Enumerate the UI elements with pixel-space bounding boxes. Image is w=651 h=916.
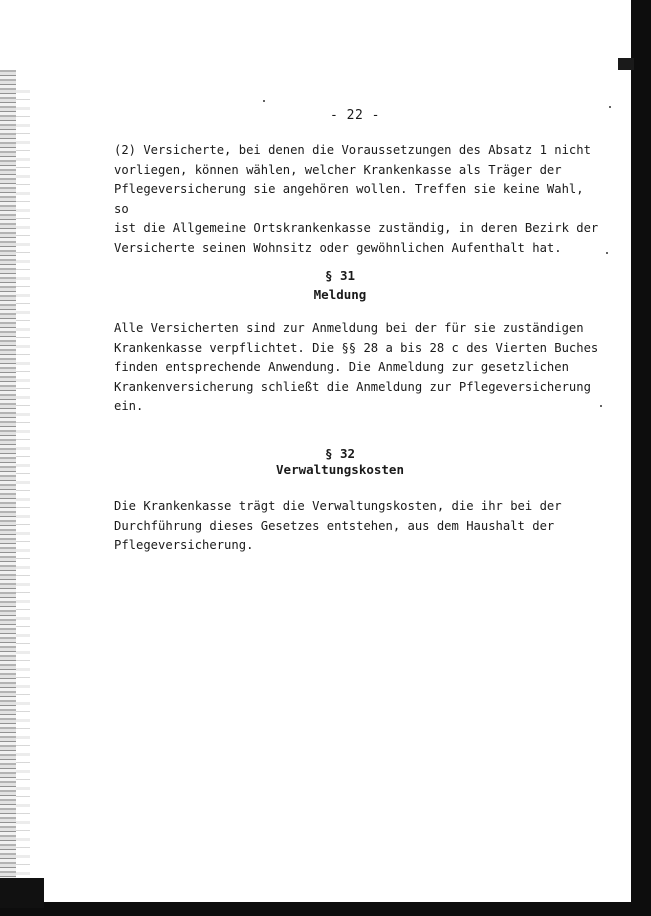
paragraph-intro: (2) Versicherte, bei denen die Voraussetzungen des Absatz 1 nicht vorliegen, können wählen, welcher Krankenkasse als Träger der Pflegeversicherung sie angehören wollen. Treffen sie keine Wahl, so ist die Allgemeine Ortskrankenkasse zuständig, in deren Bezirk der Versicherte seinen Wohnsitz oder gewöhnlichen Aufenthalt hat. [114,143,599,255]
scan-corner-bottom-left [0,878,44,908]
section-32-number: § 32 [324,446,356,461]
section-31-title: Meldung [313,287,367,302]
section-31-text: Alle Versicherten sind zur Anmeldung bei der für sie zuständigen Krankenkasse verpflichtet. Die §§ 28 a bis 28 c des Vierten Buches finden entsprechende Anwendung. Die Anmeldung zur gesetzlichen Krankenversicherung schließt die Anmeldung zur Pflegeversicherung ein. [114,321,599,413]
section-32-title: Verwaltungskosten [276,462,404,477]
scan-edge-left-inner [16,90,30,880]
scan-speck [609,106,611,108]
scan-edge-notch [618,58,634,70]
scan-edge-right [631,0,651,916]
scan-speck [263,100,265,102]
scan-speck [606,252,608,254]
scan-edge-bottom [0,902,651,916]
page-number: - 22 - [330,108,380,123]
section-32-text: Die Krankenkasse trägt die Verwaltungskosten, die ihr bei der Durchführung dieses Gesetzes entstehen, aus dem Haushalt der Pflegeversicherung. [114,499,562,552]
section-31-number: § 31 [324,268,356,283]
scan-edge-left [0,70,16,880]
